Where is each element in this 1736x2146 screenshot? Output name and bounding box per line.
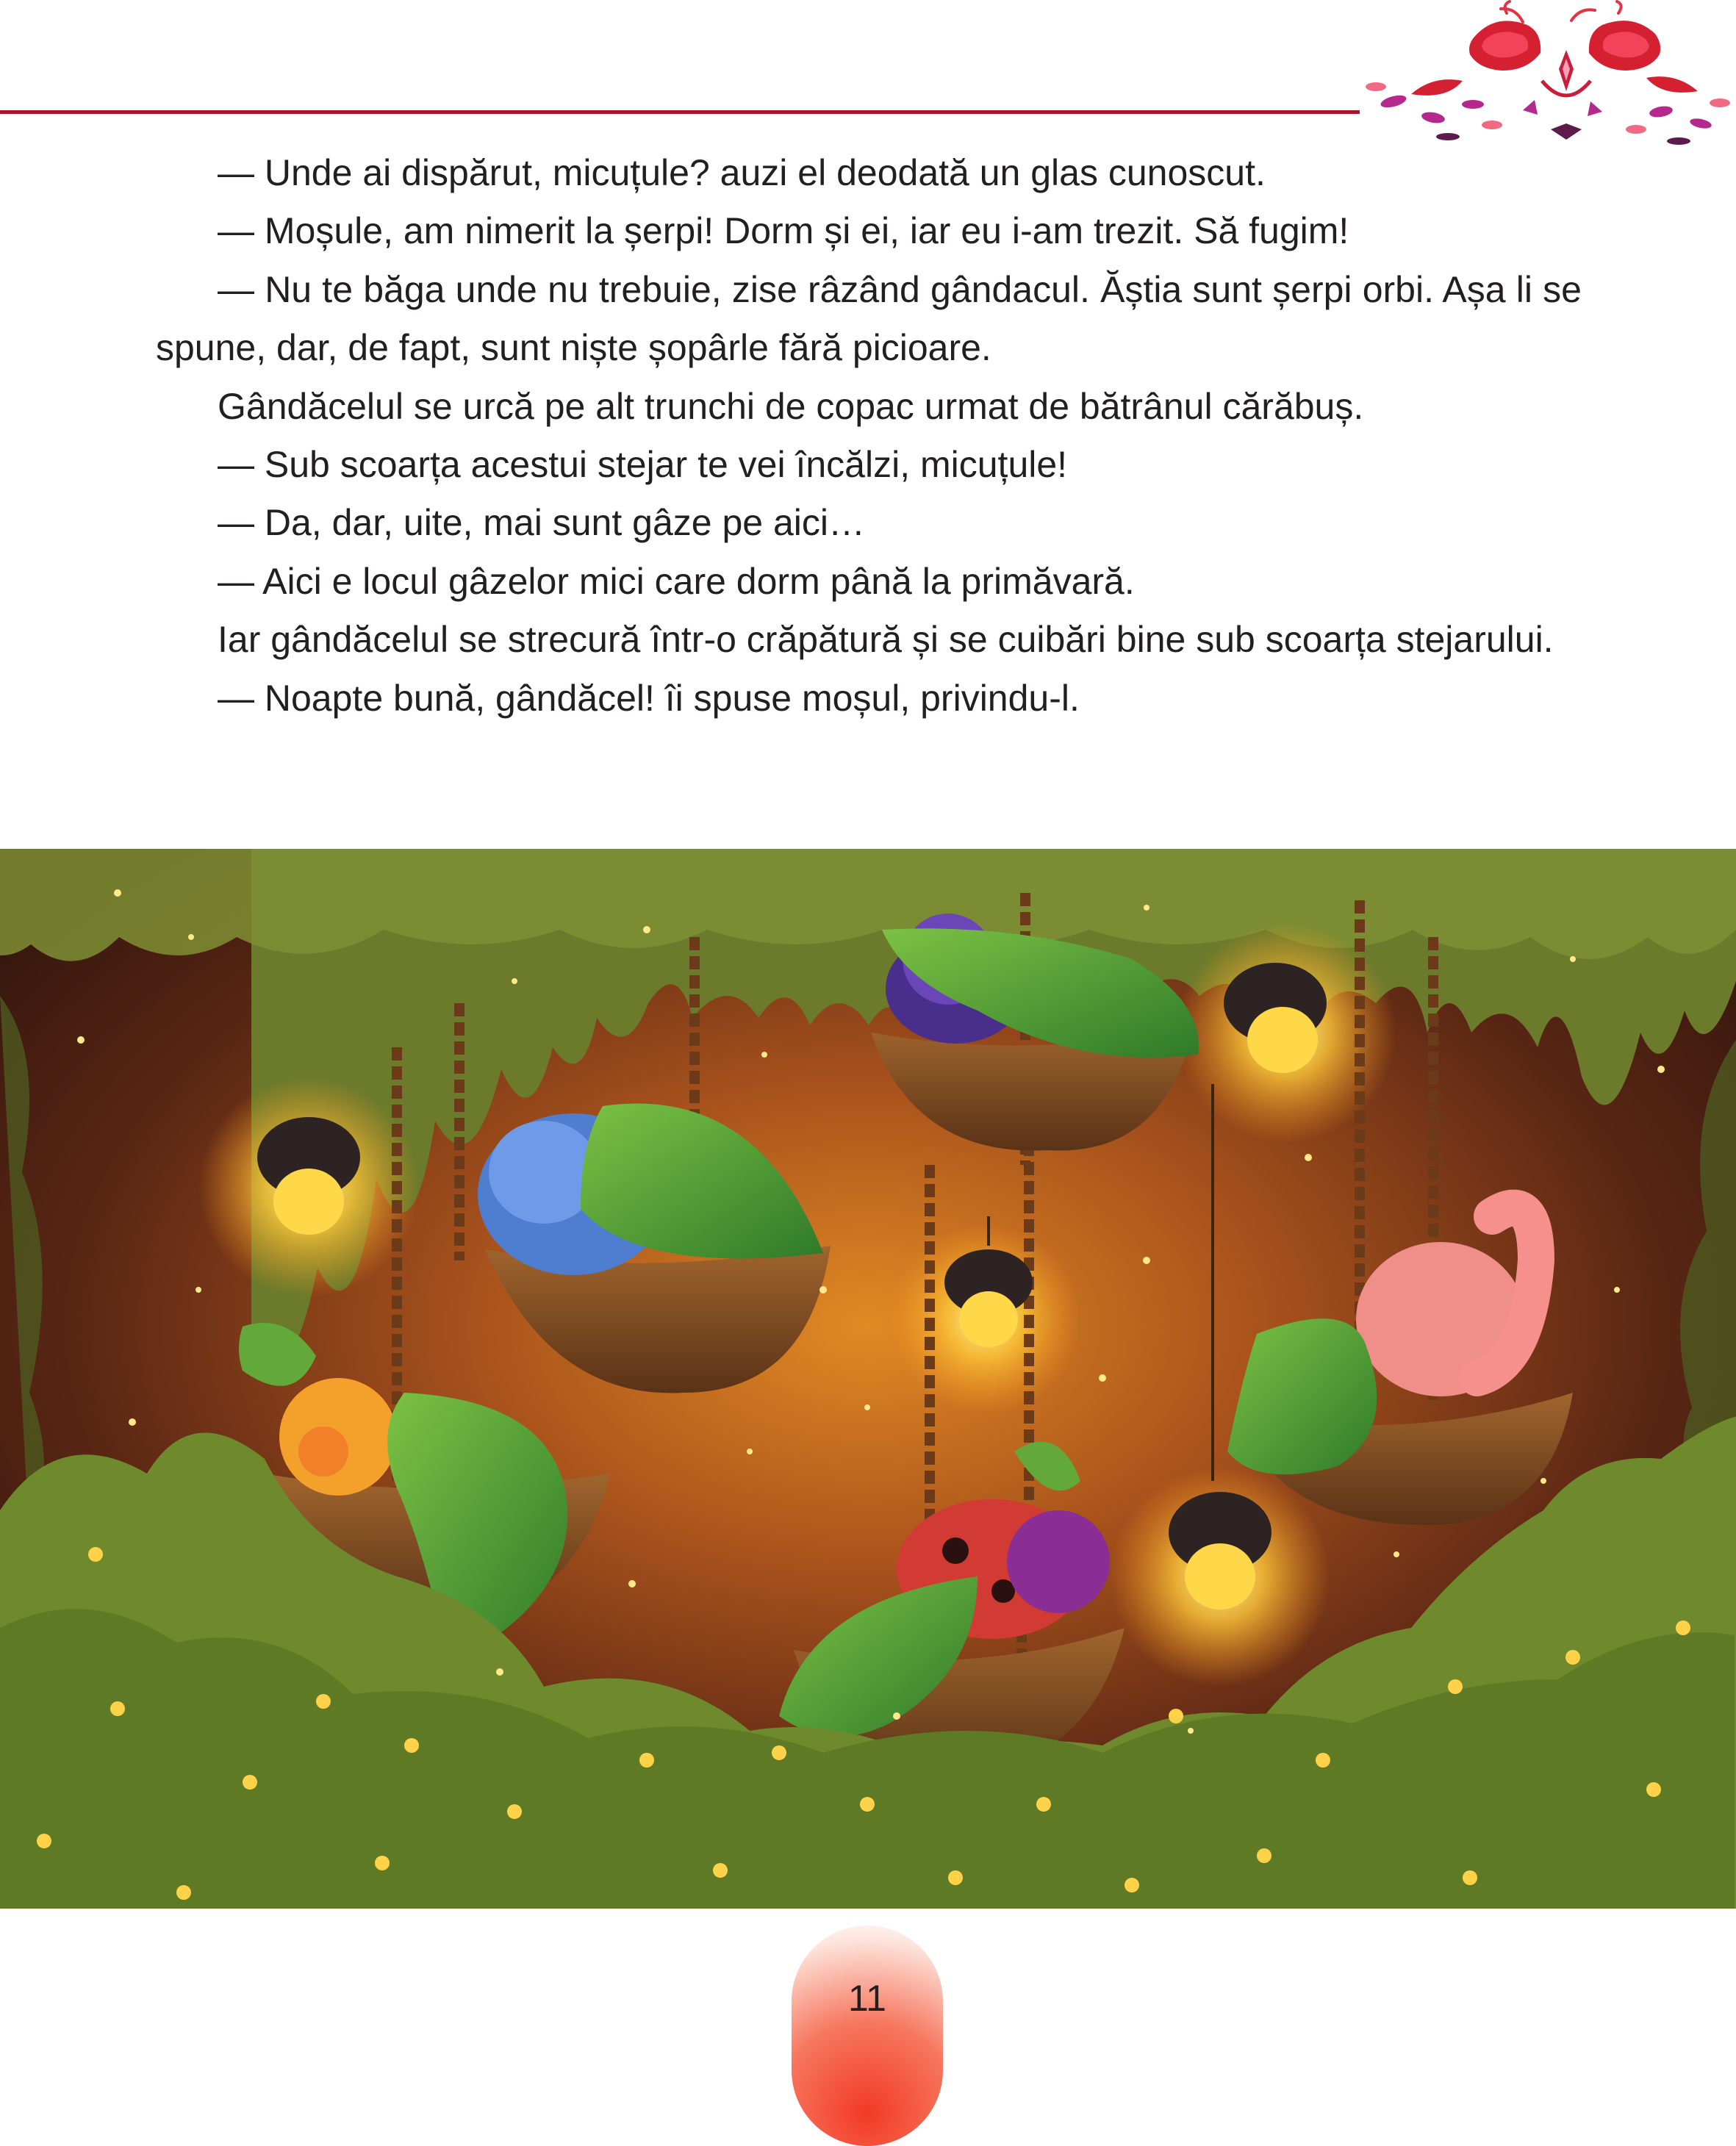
paragraph-4: Gândăcelul se urcă pe alt trunchi de copac urmat de bătrânul cărăbuș. bbox=[218, 385, 1364, 427]
header-rule bbox=[0, 110, 1360, 114]
paragraph-7: — Aici e locul gâzelor mici care dorm până la primăvară. bbox=[218, 560, 1135, 602]
paragraph-2: — Moșule, am nimerit la șerpi! Dorm și ei, iar eu i-am trezit. Să fugim! bbox=[218, 210, 1349, 252]
paragraph-5: — Sub scoarța acestui stejar te vei încălzi, micuțule! bbox=[218, 444, 1068, 486]
illustration-sleeping-bugs bbox=[0, 849, 1736, 1909]
paragraph-3: — Nu te băga unde nu trebuie, zise râzând gândacul. Ăștia sunt șerpi orbi. Așa li se spune, dar, de fapt, sunt niște șopârle fără picioare. bbox=[156, 268, 1582, 369]
page-number-tab bbox=[792, 1926, 943, 2146]
folk-ornament-icon bbox=[1352, 0, 1736, 147]
paragraph-1: — Unde ai dispărut, micuțule? auzi el deodată un glas cunoscut. bbox=[218, 152, 1266, 193]
paragraph-6: — Da, dar, uite, mai sunt gâze pe aici… bbox=[218, 502, 865, 544]
paragraph-8: Iar gândăcelul se strecură într-o crăpătură și se cuibări bine sub scoarța stejarului. bbox=[218, 619, 1554, 661]
page-number: 11 bbox=[848, 1978, 886, 2019]
story-text bbox=[156, 144, 1582, 728]
paragraph-9: — Noapte bună, gândăcel! îi spuse moșul, privindu-l. bbox=[218, 677, 1080, 719]
